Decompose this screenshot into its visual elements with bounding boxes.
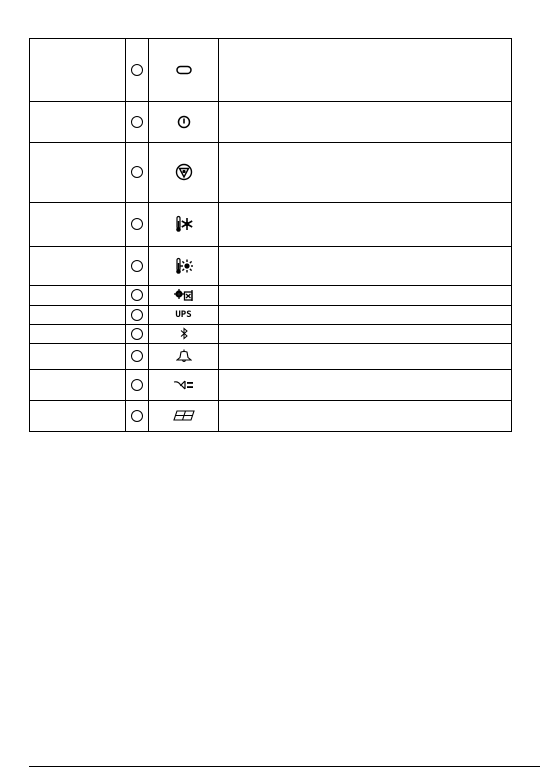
led-indicator xyxy=(131,260,143,272)
icon-cell xyxy=(149,344,219,370)
description-cell xyxy=(219,39,512,102)
icon-cell xyxy=(149,401,219,432)
icon-cell xyxy=(149,286,219,306)
row-name-cell xyxy=(30,143,126,203)
icon-cell xyxy=(149,143,219,203)
plug-icon xyxy=(173,379,195,391)
heating-icon xyxy=(175,257,193,275)
row-name-cell xyxy=(30,203,126,247)
solar-panel-icon xyxy=(173,410,195,421)
led-cell xyxy=(126,344,149,370)
description-cell xyxy=(219,286,512,306)
icon-cell xyxy=(149,203,219,247)
description-cell xyxy=(219,401,512,432)
led-cell xyxy=(126,306,149,325)
table-row xyxy=(30,143,512,203)
led-indicator xyxy=(131,218,143,230)
row-name-cell xyxy=(30,102,126,143)
description-cell xyxy=(219,102,512,143)
led-cell xyxy=(126,325,149,344)
icon-cell xyxy=(149,306,219,325)
led-cell xyxy=(126,286,149,306)
led-cell xyxy=(126,370,149,401)
led-indicator xyxy=(131,328,143,340)
row-name-cell xyxy=(30,247,126,286)
row-name-cell xyxy=(30,325,126,344)
row-name-cell xyxy=(30,344,126,370)
row-name-cell xyxy=(30,286,126,306)
row-name-cell xyxy=(30,39,126,102)
description-cell xyxy=(219,203,512,247)
icon-cell xyxy=(149,247,219,286)
led-indicator xyxy=(131,410,143,422)
row-name-cell xyxy=(30,306,126,325)
ups-icon: UPS xyxy=(175,309,192,320)
description-cell xyxy=(219,143,512,203)
table-row xyxy=(30,344,512,370)
alarm-icon xyxy=(175,163,193,181)
description-cell xyxy=(219,306,512,325)
row-name-cell xyxy=(30,401,126,432)
led-indicator xyxy=(131,309,143,321)
led-indicator xyxy=(131,379,143,391)
led-cell xyxy=(126,401,149,432)
led-cell xyxy=(126,203,149,247)
icon-cell xyxy=(149,370,219,401)
table-row xyxy=(30,401,512,432)
fan-settings-icon xyxy=(174,289,194,302)
table-row xyxy=(30,370,512,401)
bell-icon xyxy=(176,349,192,363)
led-cell xyxy=(126,39,149,102)
led-cell xyxy=(126,143,149,203)
led-cell xyxy=(126,102,149,143)
led-indicator xyxy=(131,166,143,178)
indicator-table xyxy=(29,38,512,432)
table-row xyxy=(30,306,512,325)
description-cell xyxy=(219,344,512,370)
table-row xyxy=(30,102,512,143)
cooling-icon xyxy=(175,215,193,233)
description-cell xyxy=(219,247,512,286)
description-cell xyxy=(219,325,512,344)
led-cell xyxy=(126,247,149,286)
table-row xyxy=(30,325,512,344)
led-indicator xyxy=(131,289,143,301)
power-icon xyxy=(177,115,191,129)
table-row xyxy=(30,203,512,247)
icon-cell xyxy=(149,102,219,143)
table-row xyxy=(30,286,512,306)
led-indicator xyxy=(131,64,143,76)
bluetooth-icon xyxy=(179,327,189,340)
led-indicator xyxy=(131,116,143,128)
table-row xyxy=(30,39,512,102)
rounded-rect-icon xyxy=(176,65,192,75)
icon-cell xyxy=(149,39,219,102)
icon-cell xyxy=(149,325,219,344)
led-indicator xyxy=(131,350,143,362)
row-name-cell xyxy=(30,370,126,401)
description-cell xyxy=(219,370,512,401)
table-row xyxy=(30,247,512,286)
